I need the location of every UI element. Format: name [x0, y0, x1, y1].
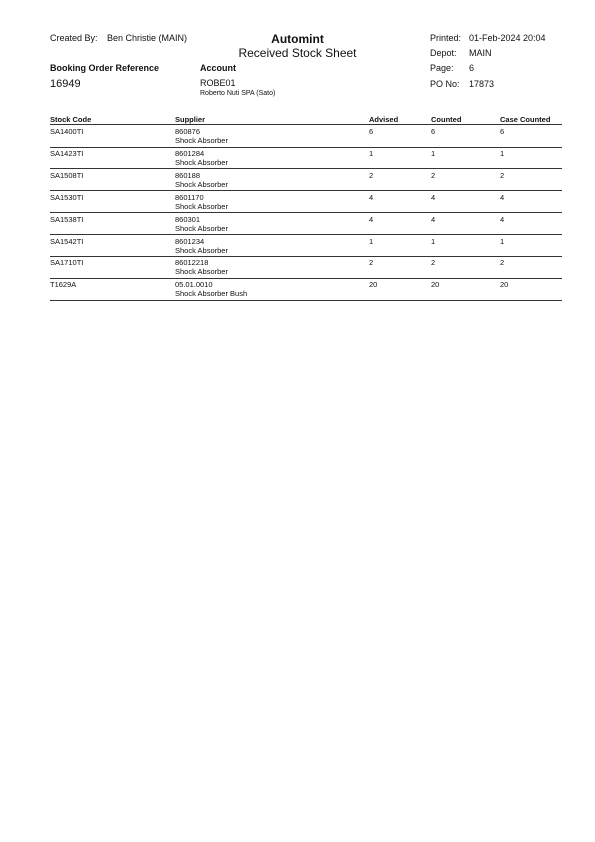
case-counted-cell: 20: [500, 280, 509, 290]
advised-cell: 2: [369, 170, 374, 180]
advised-cell: 4: [369, 192, 374, 202]
case-counted-cell: 1: [500, 148, 505, 158]
row-divider: [50, 234, 562, 235]
stock-code-cell: SA1508TI: [50, 170, 84, 180]
counted-cell: 2: [431, 258, 436, 268]
counted-cell: 6: [431, 127, 436, 136]
supplier-code-cell: 8601234: [175, 236, 205, 246]
sheet-title: Received Stock Sheet: [238, 46, 357, 60]
stock-code-cell: SA1538TI: [50, 214, 84, 224]
supplier-description-cell: Shock Absorber: [175, 223, 228, 233]
case-counted-cell: 1: [500, 236, 505, 246]
supplier-description-cell: Shock Absorber: [175, 201, 228, 211]
supplier-code-cell: 8601284: [175, 148, 205, 158]
advised-cell: 20: [369, 280, 378, 290]
supplier-code-cell: 860188: [175, 170, 201, 180]
row-divider: [50, 278, 562, 279]
stock-code-cell: T1629A: [50, 280, 77, 290]
supplier-code-cell: 86012218: [175, 258, 209, 268]
case-counted-cell: 6: [500, 127, 505, 136]
counted-cell: 1: [431, 148, 436, 158]
supplier-description-cell: Shock Absorber: [175, 245, 228, 255]
counted-cell: 2: [431, 170, 436, 180]
account-code: ROBE01: [200, 78, 236, 88]
booking-ref-label: Booking Order Reference: [50, 63, 160, 73]
po-label: PO No:: [430, 79, 460, 89]
case-counted-cell: 2: [500, 258, 505, 268]
supplier-description-cell: Shock Absorber: [175, 136, 228, 145]
row-divider: [50, 190, 562, 191]
printed-value: 01-Feb-2024 20:04: [469, 33, 546, 43]
case-counted-cell: 2: [500, 170, 505, 180]
supplier-description-cell: Shock Absorber Bush: [175, 289, 248, 299]
counted-cell: 4: [431, 214, 436, 224]
row-divider: [50, 212, 562, 213]
account-label: Account: [200, 63, 236, 73]
page-value: 6: [469, 63, 475, 73]
company-name: Automint: [271, 32, 324, 46]
supplier-code-cell: 860876: [175, 127, 201, 136]
case-counted-cell: 4: [500, 192, 505, 202]
supplier-code-cell: 860301: [175, 214, 201, 224]
stock-code-cell: SA1400TI: [50, 127, 84, 136]
created-by-label: Created By:: [50, 33, 98, 43]
row-divider: [50, 256, 562, 257]
col-supplier: Supplier: [175, 115, 206, 124]
col-case-counted: Case Counted: [500, 115, 551, 124]
printed-label: Printed:: [430, 33, 462, 43]
stock-code-cell: SA1542TI: [50, 236, 84, 246]
col-advised: Advised: [369, 115, 399, 124]
created-by-value: Ben Christie (MAIN): [107, 33, 188, 43]
po-value: 17873: [469, 79, 495, 89]
col-stock-code: Stock Code: [50, 115, 92, 124]
supplier-description-cell: Shock Absorber: [175, 157, 228, 167]
stock-code-cell: SA1423TI: [50, 148, 84, 158]
counted-cell: 4: [431, 192, 436, 202]
advised-cell: 6: [369, 127, 374, 136]
counted-cell: 20: [431, 280, 440, 290]
col-counted: Counted: [431, 115, 462, 124]
row-divider: [50, 300, 562, 301]
case-counted-cell: 4: [500, 214, 505, 224]
supplier-description-cell: Shock Absorber: [175, 267, 228, 277]
advised-cell: 1: [369, 148, 374, 158]
advised-cell: 4: [369, 214, 374, 224]
page-label: Page:: [430, 63, 454, 73]
stock-code-cell: SA1710TI: [50, 258, 84, 268]
header-divider: [50, 124, 562, 125]
advised-cell: 1: [369, 236, 374, 246]
counted-cell: 1: [431, 236, 436, 246]
booking-ref-value: 16949: [50, 78, 81, 90]
supplier-description-cell: Shock Absorber: [175, 179, 228, 189]
advised-cell: 2: [369, 258, 374, 268]
account-name: Roberto Nuti SPA (Sato): [200, 90, 276, 97]
row-divider: [50, 168, 562, 169]
row-divider: [50, 147, 562, 148]
depot-value: MAIN: [469, 48, 492, 58]
depot-label: Depot:: [430, 48, 457, 58]
stock-code-cell: SA1530TI: [50, 192, 84, 202]
supplier-code-cell: 05.01.0010: [175, 280, 213, 290]
supplier-code-cell: 8601170: [175, 192, 204, 202]
